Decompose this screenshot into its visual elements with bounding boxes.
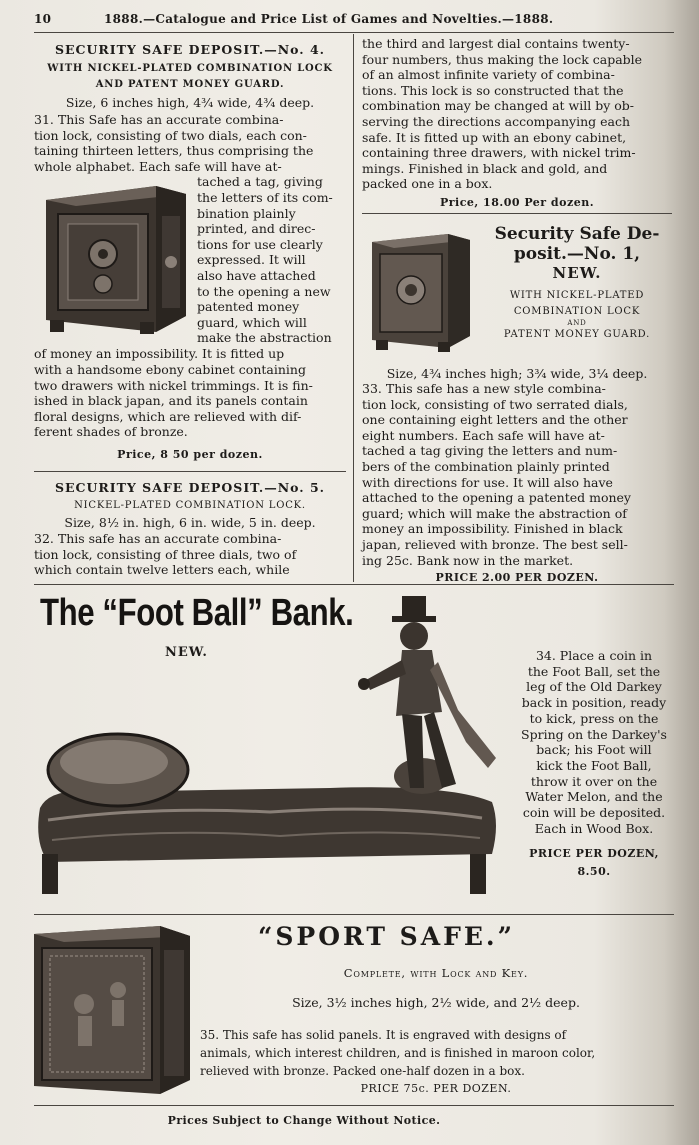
- text-line: floral designs, which are relieved with dif-: [34, 408, 302, 424]
- item-32-continued: [362, 36, 672, 209]
- text-line: animals, which interest children, and is finished in maroon color,: [200, 1046, 596, 1060]
- item-31-rest-text: [34, 346, 346, 440]
- text-line: back; his Foot will: [536, 742, 652, 758]
- item-32-cont-text: [362, 36, 672, 192]
- sport-safe-illustration: [28, 920, 198, 1102]
- text-line: make the abstraction: [197, 330, 332, 346]
- item-35-size: Size, 3½ inches high, 2½ wide, and 2½ deep.: [292, 995, 580, 1010]
- column-divider: [353, 34, 354, 582]
- item-33-head: [362, 222, 672, 362]
- text-line: 34. Place a coin in: [535, 648, 653, 663]
- item-34-new: NEW.: [165, 645, 208, 660]
- item-35-subtitle: Complete, with Lock and Key.: [343, 966, 529, 980]
- text-line: whole alphabet. Each safe will have at-: [34, 158, 282, 174]
- safe-illustration-31: [36, 176, 192, 338]
- footer-rule: [34, 1105, 674, 1106]
- text-line: ished in black japan, and its panels contain: [34, 393, 308, 409]
- item-33: [362, 222, 672, 584]
- text-line: with a handsome ebony cabinet containing: [34, 361, 306, 377]
- item-34-price-value: 8.50.: [577, 865, 611, 879]
- item-32-size: Size, 8½ in. high, 6 in. wide, 5 in. deep.: [64, 515, 316, 530]
- text-line: 33. This safe has a new style combina-: [362, 381, 606, 396]
- item-31-rule: [34, 471, 346, 472]
- item-33-text: [362, 381, 672, 568]
- text-line: eight numbers. Each safe will have at-: [362, 427, 605, 443]
- item-32-price: Price, 18.00 Per dozen.: [439, 195, 595, 209]
- item-33-size: Size, 4¾ inches high; 3¾ wide, 3¼ deep.: [386, 366, 648, 381]
- text-line: also have attached: [197, 267, 316, 283]
- item-31: [34, 42, 346, 461]
- text-line: tion lock, consisting of two dials, each con-: [34, 127, 307, 143]
- item-33-heading: [482, 224, 672, 340]
- item-32: [34, 480, 346, 578]
- text-line: taining thirteen letters, thus comprising the: [34, 143, 314, 159]
- item-33-title-1: Security Safe De-: [494, 224, 660, 244]
- football-bank-illustration: [30, 592, 504, 908]
- item-33-sub-4: PATENT MONEY GUARD.: [503, 329, 651, 340]
- text-line: tion lock, consisting of three dials, two of: [34, 546, 297, 562]
- item-32-title: SECURITY SAFE DEPOSIT.—No. 5.: [54, 480, 326, 495]
- text-line: 32. This safe has an accurate combina-: [34, 531, 282, 546]
- text-line: ing 25c. Bank now in the market.: [362, 552, 574, 568]
- text-line: two drawers with nickel trimmings. It is fin-: [34, 377, 313, 393]
- text-line: japan, relieved with bronze. The best sell-: [362, 536, 628, 552]
- text-line: bination plainly: [197, 205, 296, 221]
- item-31-price: Price, 8 50 per dozen.: [117, 447, 263, 461]
- text-line: bers of the combination plainly printed: [362, 458, 610, 474]
- text-line: four numbers, thus making the lock capable: [362, 51, 643, 67]
- text-line: expressed. It will: [197, 252, 306, 268]
- text-line: combination may be changed at will by ob-: [362, 98, 634, 114]
- text-line: leg of the Old Darkey: [526, 679, 662, 695]
- text-line: tions for use clearly: [197, 236, 323, 252]
- text-line: printed, and direc-: [197, 221, 316, 237]
- safe-illustration-33: [368, 228, 474, 356]
- item-32-text: [34, 531, 346, 578]
- text-line: attached to the opening a patented money: [362, 490, 631, 506]
- text-line: patented money: [197, 299, 300, 315]
- item-32-rule: [362, 213, 672, 214]
- page-number: 10: [34, 12, 52, 26]
- text-line: throw it over on the: [530, 773, 658, 789]
- text-line: safe. It is fitted up with an ebony cabinet,: [362, 129, 627, 145]
- text-line: to the opening a new: [197, 283, 331, 299]
- item-34-text: [516, 648, 672, 880]
- text-line: the third and largest dial contains twenty-: [362, 36, 630, 51]
- text-line: one containing eight letters and the other: [362, 412, 628, 428]
- item-31-text: [34, 112, 346, 174]
- item-31-subtitle-2: AND PATENT MONEY GUARD.: [95, 79, 285, 90]
- item-33-title-3: NEW.: [552, 264, 602, 282]
- text-line: the letters of its com-: [197, 189, 333, 205]
- item-33-sub-2: COMBINATION LOCK: [513, 306, 641, 317]
- text-line: tached a tag, giving: [197, 174, 323, 190]
- text-line: serving the directions accompanying each: [362, 113, 630, 129]
- item-35-title: “SPORT SAFE.”: [258, 922, 515, 951]
- text-line: which contain twelve letters each, while: [34, 562, 290, 578]
- text-line: with directions for use. It will also have: [362, 474, 613, 490]
- text-line: tion lock, consisting of two serrated dials,: [362, 396, 628, 412]
- text-line: of an almost infinite variety of combina-: [362, 67, 615, 83]
- footer-notice: Prices Subject to Change Without Notice.: [167, 1114, 441, 1127]
- text-line: ferent shades of bronze.: [34, 424, 188, 440]
- text-line: mings. Finished in black and gold, and: [362, 160, 608, 176]
- text-line: tached a tag giving the letters and num-: [362, 443, 618, 459]
- text-line: 31. This Safe has an accurate combina-: [34, 112, 284, 127]
- text-line: to kick, press on the: [529, 710, 659, 726]
- header-rule: [34, 32, 674, 33]
- text-line: back in position, ready: [521, 695, 667, 711]
- section-rule-2: [34, 914, 674, 915]
- text-line: coin will be deposited.: [522, 805, 666, 821]
- item-31-title: SECURITY SAFE DEPOSIT.—No. 4.: [54, 42, 326, 57]
- text-line: containing three drawers, with nickel trim-: [362, 145, 636, 161]
- text-line: the Foot Ball, set the: [527, 663, 661, 679]
- item-33-sub-3: AND: [567, 319, 587, 327]
- item-34-price-label: PRICE PER DOZEN,: [529, 847, 659, 861]
- text-line: guard; which will make the abstraction of: [362, 505, 627, 521]
- text-line: of money an impossibility. It is fitted up: [34, 346, 285, 362]
- item-31-wrap-area: [34, 174, 346, 346]
- text-line: relieved with bronze. Packed one-half dozen in a box.: [200, 1064, 525, 1078]
- text-line: money an impossibility. Finished in black: [362, 521, 623, 537]
- section-rule-1: [34, 584, 674, 585]
- item-32-subtitle: NICKEL-PLATED COMBINATION LOCK.: [74, 500, 306, 511]
- item-33-price: PRICE 2.00 PER DOZEN.: [435, 571, 599, 585]
- item-31-subtitle-1: WITH NICKEL-PLATED COMBINATION LOCK: [47, 63, 333, 74]
- text-line: kick the Foot Ball,: [536, 757, 652, 773]
- item-31-size: Size, 6 inches high, 4¾ wide, 4¾ deep.: [65, 95, 315, 110]
- item-31-wrap-text: [197, 174, 346, 346]
- item-35-text: [200, 1026, 674, 1080]
- item-33-title-2: posit.—No. 1,: [513, 244, 641, 264]
- text-line: Water Melon, and the: [525, 789, 663, 805]
- text-line: tions. This lock is so constructed that the: [362, 82, 624, 98]
- text-line: packed one in a box.: [362, 176, 493, 192]
- item-35-price: PRICE 75c. PER DOZEN.: [360, 1082, 512, 1095]
- item-33-sub-1: WITH NICKEL-PLATED: [509, 290, 645, 301]
- text-line: Each in Wood Box.: [534, 820, 654, 836]
- header-title: 1888.—Catalogue and Price List of Games and Novelties.—1888.: [104, 12, 554, 26]
- text-line: Spring on the Darkey's: [521, 726, 667, 742]
- text-line: 35. This safe has solid panels. It is engraved with designs of: [200, 1028, 567, 1042]
- item-34-title: The “Foot Ball” Bank.: [40, 592, 354, 634]
- text-line: guard, which will: [197, 314, 307, 330]
